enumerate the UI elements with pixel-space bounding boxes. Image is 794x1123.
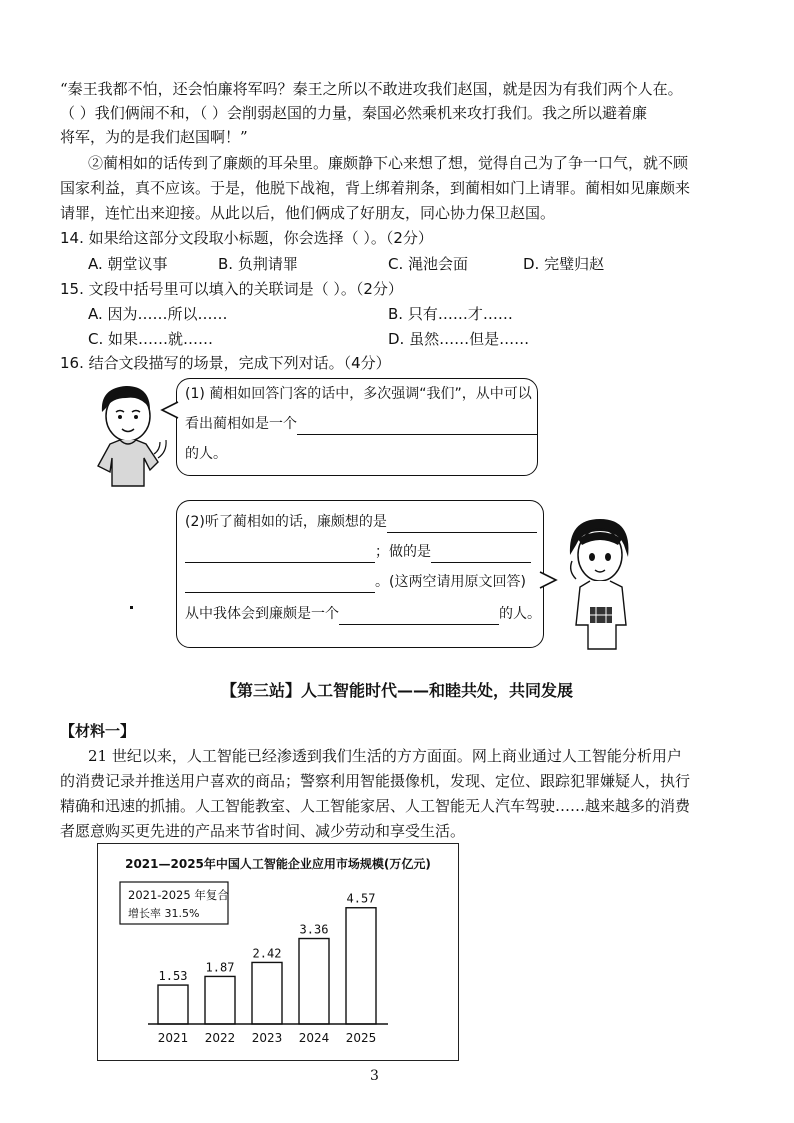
question-15-stem: 15. 文段中括号里可以填入的关联词是（ ）。（2分）	[60, 280, 403, 298]
bubble-tail	[538, 570, 558, 590]
bubble-tail	[160, 400, 180, 420]
q14-option-a[interactable]: A. 朝堂议事	[88, 255, 168, 273]
x-tick-label: 2021	[157, 1031, 189, 1045]
x-tick-label: 2022	[204, 1031, 236, 1045]
passage-line: 将军，为的是我们赵国啊！”	[60, 128, 248, 146]
q14-option-c[interactable]: C. 渑池会面	[388, 255, 469, 273]
bubble2-text-line2: ；做的是	[375, 544, 431, 560]
material-line: 精确和迅速的抓捕。人工智能教室、人工智能家居、人工智能无人汽车驾驶……越来越多的消费	[60, 797, 691, 815]
material-1-heading: 【材料一】	[60, 722, 136, 740]
bubble2-text-line1: (2)听了蔺相如的话，廉颇想的是	[185, 514, 387, 530]
q15-option-b[interactable]: B. 只有……才……	[388, 305, 513, 323]
speech-bubble-1	[176, 378, 538, 476]
bar-value-label: 1.53	[158, 969, 188, 984]
material-line: 者愿意购买更先进的产品来节省时间、减少劳动和享受生活。	[60, 822, 466, 840]
answer-blank-4[interactable]	[431, 546, 531, 563]
answer-blank-6[interactable]	[339, 608, 499, 625]
x-tick-label: 2024	[298, 1031, 330, 1045]
station-3-title: 【第三站】人工智能时代——和睦共处，共同发展	[220, 681, 573, 700]
material-line: 的消费记录并推送用户喜欢的商品；警察利用智能摄像机，发现、定位、跟踪犯罪嫌疑人，执行	[60, 772, 691, 790]
bar-2021	[158, 985, 188, 1024]
question-16-stem: 16. 结合文段描写的场景，完成下列对话。（4分）	[60, 354, 391, 372]
x-tick-label: 2023	[251, 1031, 283, 1045]
question-14-stem: 14. 如果给这部分文段取小标题，你会选择（ ）。（2分）	[60, 229, 433, 247]
q15-option-a[interactable]: A. 因为……所以……	[88, 305, 228, 323]
bar-2022	[205, 976, 235, 1024]
answer-blank-1[interactable]	[297, 418, 537, 435]
answer-blank-3[interactable]	[185, 546, 375, 563]
girl-illustration-icon	[560, 515, 640, 655]
bubble2-text-line3: 。(这两空请用原文回答)	[375, 574, 526, 590]
answer-blank-2[interactable]	[387, 516, 537, 533]
bubble1-text-line3: 的人。	[185, 446, 227, 462]
stray-mark	[130, 606, 133, 609]
chart-title: 2021—2025年中国人工智能企业应用市场规模(万亿元)	[125, 857, 431, 871]
bar-2023	[252, 962, 282, 1024]
speech-bubble-2	[176, 500, 544, 648]
bar-value-label: 1.87	[205, 960, 235, 975]
bar-value-label: 2.42	[252, 946, 282, 961]
x-tick-label: 2025	[345, 1031, 377, 1045]
passage-line: ②蔺相如的话传到了廉颇的耳朵里。廉颇静下心来想了想，觉得自己为了争一口气，就不顾	[88, 154, 689, 172]
material-line: 21 世纪以来，人工智能已经渗透到我们生活的方方面面。网上商业通过人工智能分析用户	[88, 747, 682, 765]
bubble2-text-line4b: 的人。	[499, 606, 541, 622]
boy-illustration-icon	[88, 382, 168, 492]
growth-annotation-line2: 增长率 31.5%	[128, 907, 200, 920]
bubble1-text-line1: (1) 蔺相如回答门客的话中，多次强调“我们”，从中可以	[185, 386, 532, 402]
bar-2025	[346, 908, 376, 1024]
q14-option-d[interactable]: D. 完璧归赵	[523, 255, 605, 273]
page-number: 3	[370, 1068, 379, 1084]
bubble1-text-line2: 看出蔺相如是一个	[185, 416, 297, 432]
q15-option-c[interactable]: C. 如果……就……	[88, 330, 214, 348]
q15-option-d[interactable]: D. 虽然……但是……	[388, 330, 530, 348]
bar-value-label: 4.57	[346, 891, 376, 906]
growth-annotation-line1: 2021-2025 年复合	[128, 888, 229, 902]
passage-line: 请罪，连忙出来迎接。从此以后，他们俩成了好朋友，同心协力保卫赵国。	[60, 204, 556, 222]
bar-2024	[299, 939, 329, 1024]
answer-blank-5[interactable]	[185, 576, 375, 593]
passage-line: 国家利益，真不应该。于是，他脱下战袍，背上绑着荆条，到蔺相如门上请罪。蔺相如见廉颇来	[60, 179, 691, 197]
bar-value-label: 3.36	[299, 922, 329, 937]
chart-svg	[98, 844, 458, 1060]
bubble2-text-line4a: 从中我体会到廉颇是一个	[185, 606, 339, 622]
q14-option-b[interactable]: B. 负荆请罪	[218, 255, 298, 273]
passage-line: （ ）我们俩闹不和，（ ）会削弱赵国的力量，秦国必然乘机来攻打我们。我之所以避着廉	[60, 104, 648, 122]
market-size-chart	[97, 843, 459, 1061]
passage-line: “秦王我都不怕，还会怕廉将军吗？秦王之所以不敢进攻我们赵国，就是因为有我们两个人在。	[60, 80, 683, 98]
